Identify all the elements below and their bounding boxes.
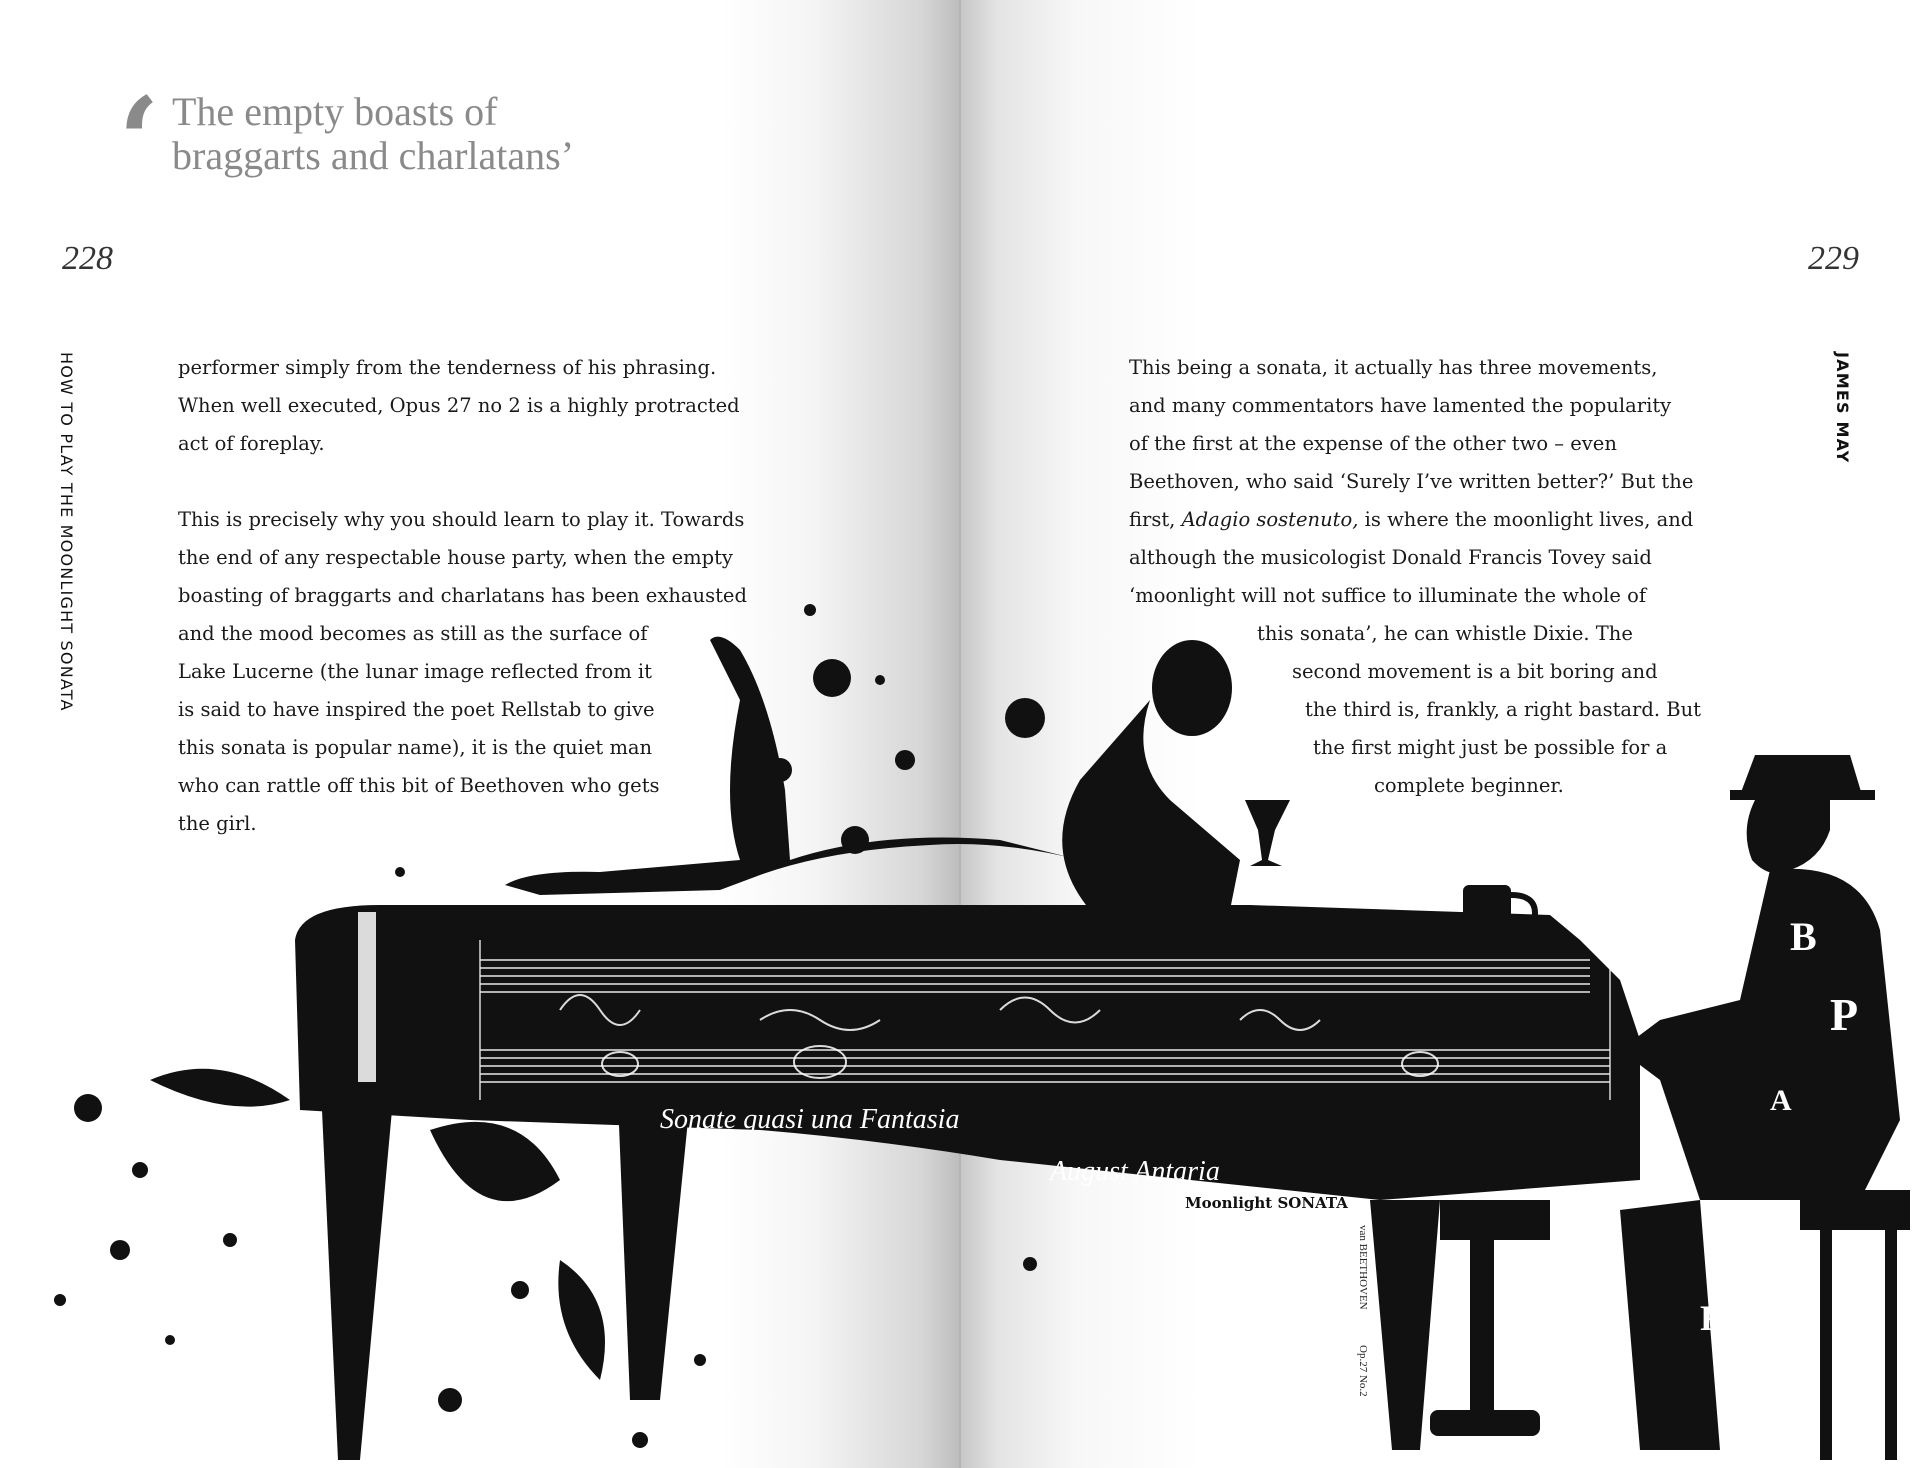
- text-line: and the mood becomes as still as the surface of: [178, 622, 648, 645]
- pull-quote-text: [172, 90, 574, 178]
- text-line: the first might just be possible for a: [1313, 736, 1668, 759]
- italic-title: Adagio sostenuto,: [1181, 508, 1359, 531]
- ink-splatter: [694, 1354, 706, 1366]
- page-number-right: 229: [1808, 240, 1859, 277]
- piano-stool-leg: [1820, 1230, 1832, 1460]
- text-line: the end of any respectable house party, when the empty: [178, 546, 733, 569]
- page-number-left: 228: [62, 240, 113, 277]
- svg-text:P: P: [1830, 989, 1859, 1040]
- piano-pedal-base: [1430, 1410, 1540, 1436]
- text-line: and many commentators have lamented the popularity: [1129, 394, 1672, 417]
- pull-quote-line: The empty boasts of: [172, 89, 498, 134]
- pianist-silhouette: [1620, 755, 1910, 1460]
- script-line-1: Sonate quasi una Fantasia: [660, 1104, 960, 1135]
- running-head-right: JAMES MAY: [1833, 352, 1852, 464]
- ink-splatter: [74, 1094, 102, 1122]
- ink-splatter: [430, 1122, 560, 1201]
- score-opus: Op.27 No.2: [1357, 1345, 1369, 1397]
- ink-splatter: [110, 1240, 130, 1260]
- ink-splatter: [165, 1335, 175, 1345]
- ink-splatter: [895, 750, 915, 770]
- score-composer: van BEETHOVEN: [1357, 1225, 1369, 1310]
- ink-splatter: [1005, 698, 1045, 738]
- coffee-cup: [1463, 885, 1535, 937]
- ink-splatter: [511, 1281, 529, 1299]
- piano-highlight: [358, 912, 376, 1082]
- piano-leg: [618, 1100, 690, 1400]
- svg-text:B: B: [1790, 914, 1817, 959]
- text-line: When well executed, Opus 27 no 2 is a highly protracted: [178, 394, 740, 417]
- ink-splatter: [54, 1294, 66, 1306]
- score-cover: [1185, 1194, 1369, 1397]
- text-line: Lake Lucerne (the lunar image reflected from it: [178, 660, 652, 683]
- ink-splatter: [813, 659, 851, 697]
- piano-pedal-lyre: [1440, 1200, 1550, 1240]
- ink-splatter: [558, 1260, 605, 1380]
- quote-mark: ‘: [118, 71, 160, 212]
- text-fragment: first,: [1129, 508, 1182, 531]
- text-line: boasting of braggarts and charlatans has been exhausted: [178, 584, 747, 607]
- svg-text:A: A: [1770, 1084, 1792, 1117]
- piano-stool-leg: [1885, 1230, 1897, 1460]
- ink-splatter: [223, 1233, 237, 1247]
- text-line: [1129, 501, 1829, 539]
- script-line-2: August Antaria: [1050, 1156, 1220, 1187]
- ink-splatter: [438, 1388, 462, 1412]
- text-line: although the musicologist Donald Francis Tovey said: [1129, 546, 1652, 569]
- text-line: who can rattle off this bit of Beethoven who gets: [178, 774, 660, 797]
- text-line: of the first at the expense of the other two – even: [1129, 432, 1617, 455]
- ink-splatter: [132, 1162, 148, 1178]
- svg-text:F: F: [1700, 1298, 1722, 1338]
- piano-leg: [1370, 1200, 1440, 1450]
- text-fragment: is where the moonlight lives, and: [1358, 508, 1694, 531]
- ink-splatter: [150, 1069, 290, 1107]
- pull-quote-line: braggarts and charlatans’: [172, 133, 575, 178]
- ink-splatter: [1023, 1257, 1037, 1271]
- ink-splatter: [875, 675, 885, 685]
- text-line: Beethoven, who said ‘Surely I’ve written better?’ But the: [1129, 470, 1694, 493]
- text-line: the third is, frankly, a right bastard. But: [1305, 698, 1701, 721]
- running-head-left: HOW TO PLAY THE MOONLIGHT SONATA: [57, 352, 76, 712]
- left-body-text: [178, 349, 818, 843]
- text-line: second movement is a bit boring and: [1292, 660, 1658, 683]
- ink-splatter: [632, 1432, 648, 1448]
- text-line: the girl.: [178, 812, 257, 835]
- text-line: this sonata is popular name), it is the quiet man: [178, 736, 653, 759]
- pianist-head: [1747, 800, 1830, 873]
- score-title: Moonlight SONATA: [1185, 1194, 1348, 1212]
- piano-leg: [322, 1110, 392, 1460]
- text-line: this sonata’, he can whistle Dixie. The: [1257, 622, 1633, 645]
- text-line: ‘moonlight will not suffice to illuminate the whole of: [1129, 584, 1647, 607]
- text-line: act of foreplay.: [178, 432, 325, 455]
- text-line: This being a sonata, it actually has three movements,: [1129, 356, 1658, 379]
- right-body-text: [1129, 349, 1829, 805]
- text-line: complete beginner.: [1374, 774, 1564, 797]
- text-line: performer simply from the tenderness of his phrasing.: [178, 356, 717, 379]
- text-line: This is precisely why you should learn to play it. Towards: [178, 508, 745, 531]
- piano-stool-seat: [1800, 1190, 1910, 1230]
- martini-glass: [1245, 800, 1290, 866]
- text-line: is said to have inspired the poet Rellstab to give: [178, 698, 655, 721]
- ink-splatter: [395, 867, 405, 877]
- piano-pedal-rod: [1470, 1240, 1494, 1410]
